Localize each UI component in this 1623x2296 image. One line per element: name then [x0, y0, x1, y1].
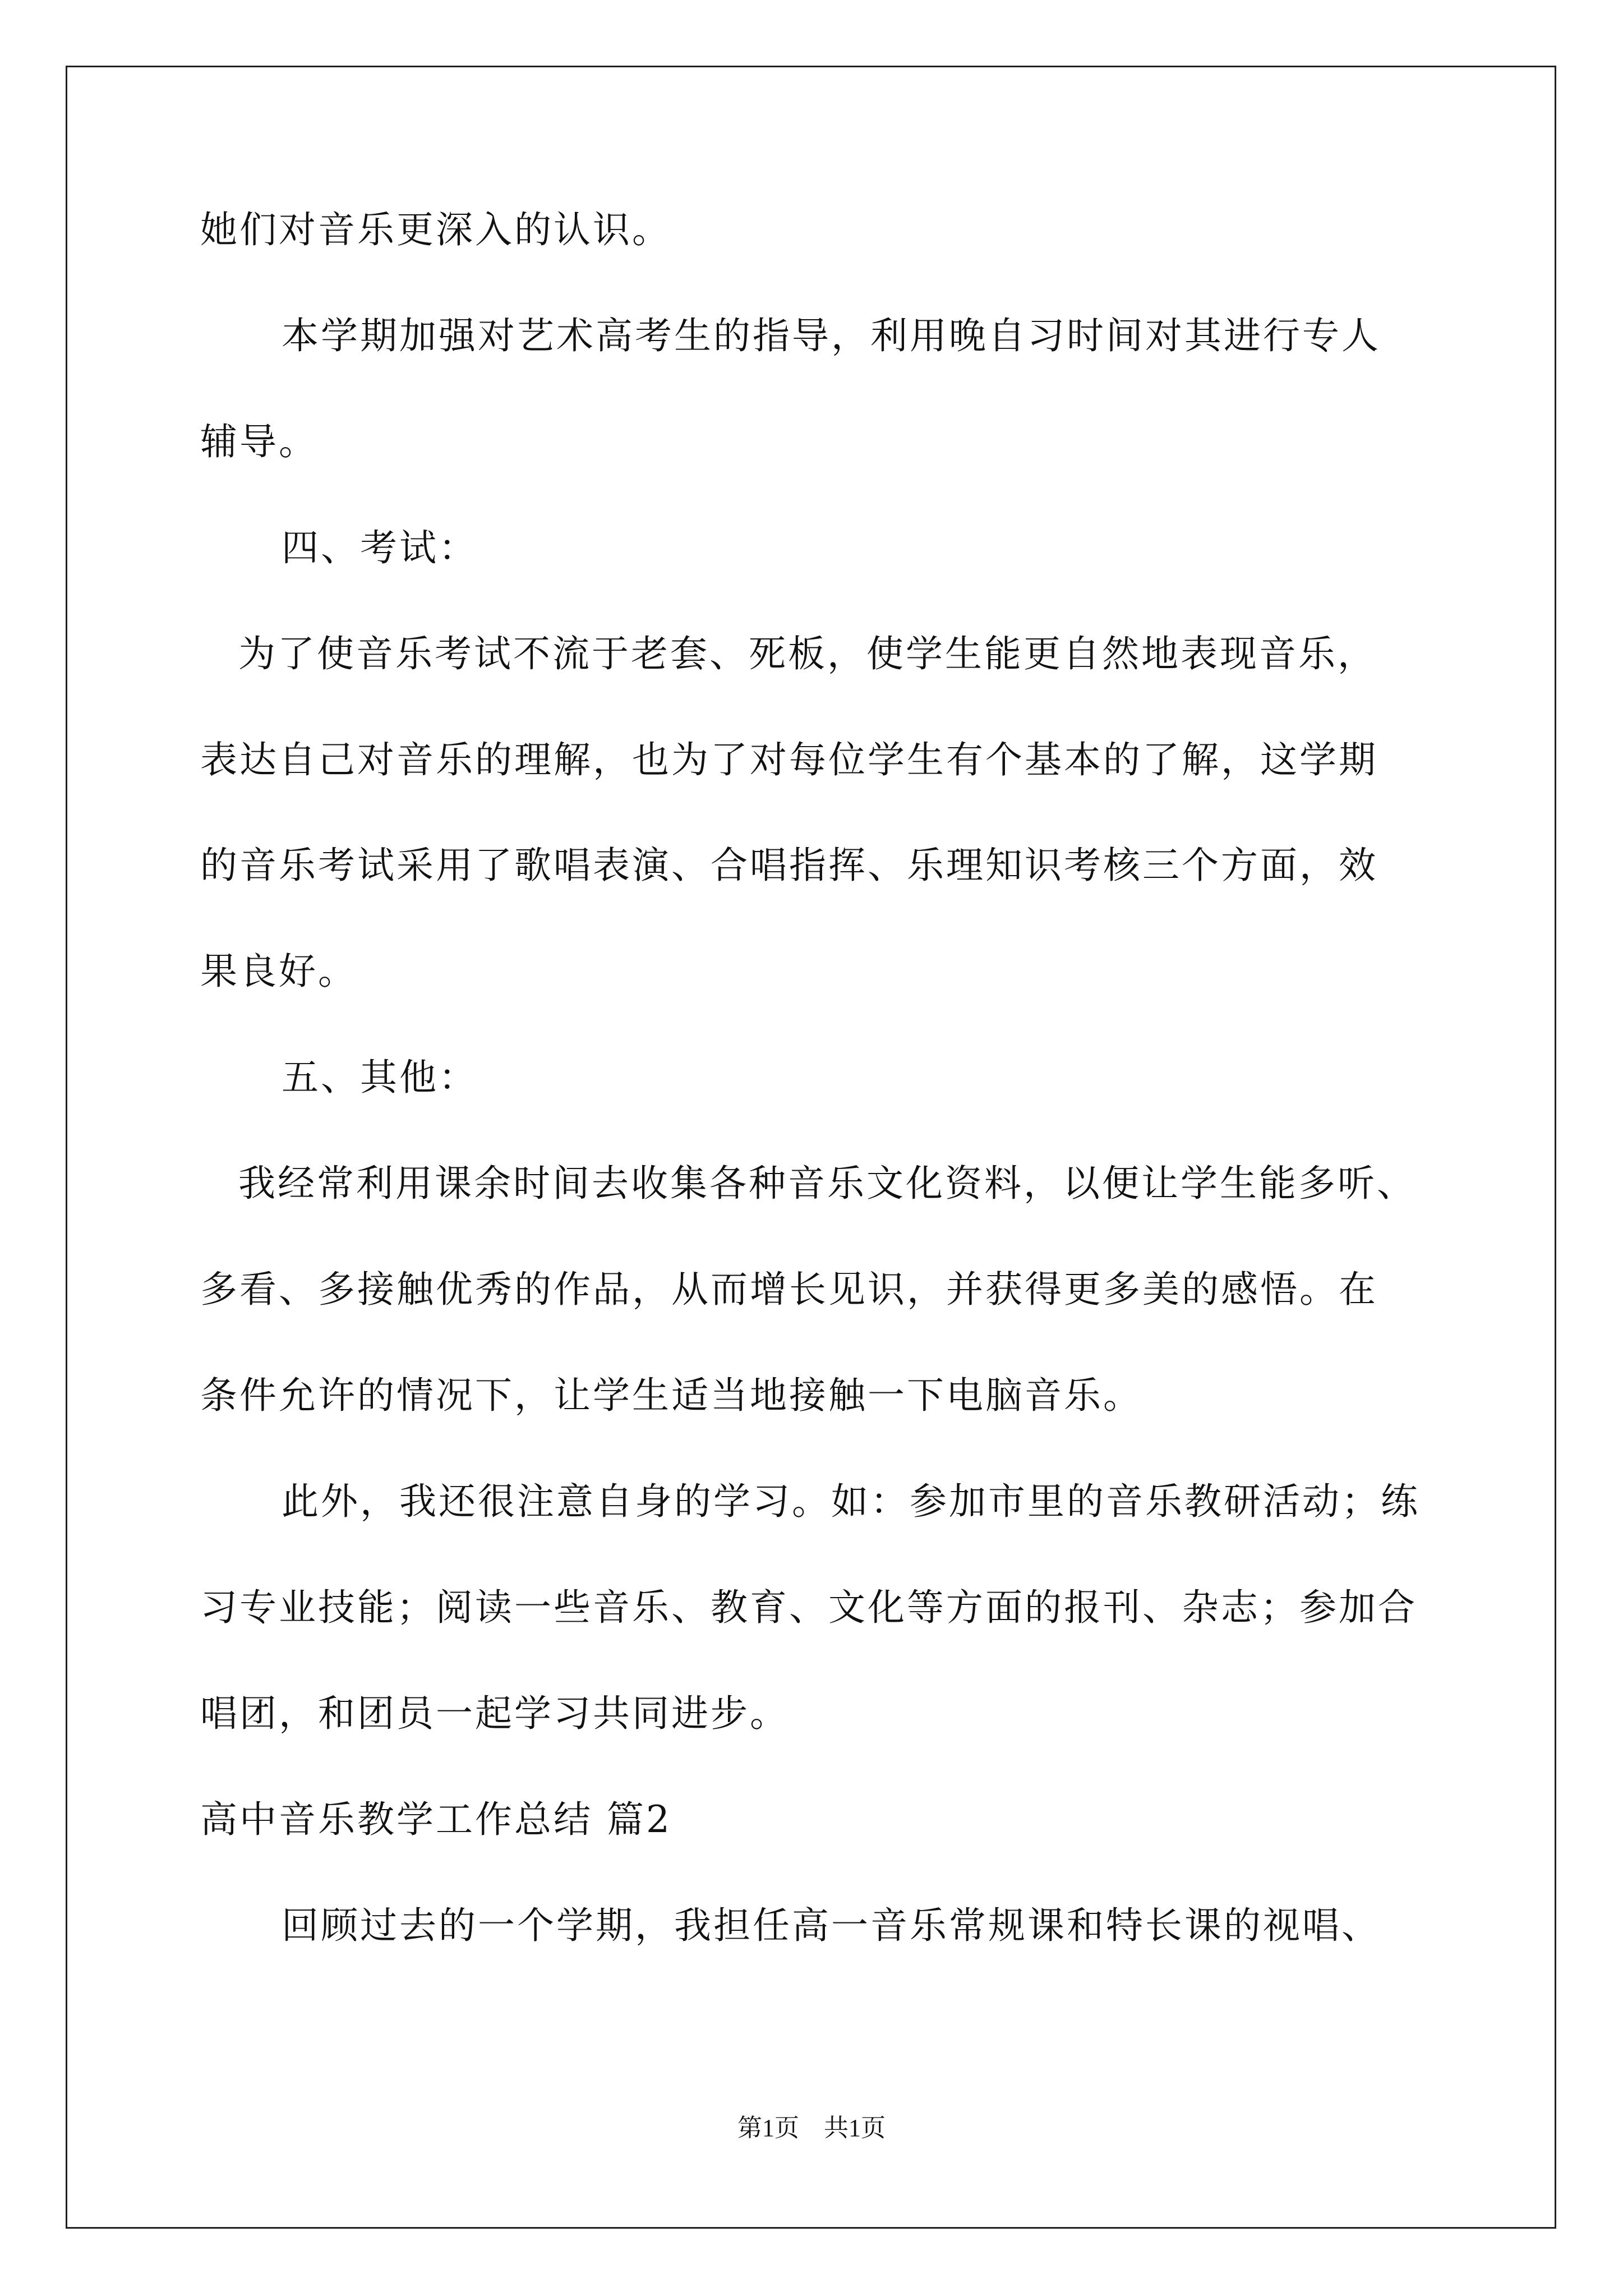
- paragraph-line: 我经常利用课余时间去收集各种音乐文化资料，以便让学生能多听、: [238, 1162, 1416, 1205]
- paragraph-line: 回顾过去的一个学期，我担任高一音乐常规课和特长课的视唱、: [282, 1904, 1381, 1947]
- paragraph-line: 条件允许的情况下，让学生适当地接触一下电脑音乐。: [200, 1374, 1142, 1417]
- page-footer: 第1页 共1页: [737, 2114, 886, 2142]
- paragraph-line: 为了使音乐考试不流于老套、死板，使学生能更自然地表现音乐，: [238, 632, 1377, 675]
- article-title: 高中音乐教学工作总结 篇2: [200, 1798, 672, 1841]
- paragraph-line: 她们对音乐更深入的认识。: [200, 208, 671, 251]
- paragraph-line: 辅导。: [200, 420, 318, 463]
- paragraph-line: 习专业技能；阅读一些音乐、教育、文化等方面的报刊、杂志；参加合: [200, 1586, 1417, 1629]
- paragraph-line: 果良好。: [200, 950, 357, 993]
- paragraph-line: 表达自己对音乐的理解，也为了对每位学生有个基本的了解，这学期: [200, 738, 1378, 781]
- section-heading: 四、考试：: [282, 526, 478, 569]
- paragraph-line: 唱团，和团员一起学习共同进步。: [200, 1692, 789, 1735]
- paragraph-line: 的音乐考试采用了歌唱表演、合唱指挥、乐理知识考核三个方面，效: [200, 844, 1378, 887]
- section-heading: 五、其他：: [282, 1056, 478, 1099]
- paragraph-line: 本学期加强对艺术高考生的指导，利用晚自习时间对其进行专人: [282, 314, 1381, 357]
- paragraph-line: 多看、多接触优秀的作品，从而增长见识，并获得更多美的感悟。在: [200, 1268, 1378, 1311]
- paragraph-line: 此外，我还很注意自身的学习。如：参加市里的音乐教研活动；练: [282, 1480, 1420, 1523]
